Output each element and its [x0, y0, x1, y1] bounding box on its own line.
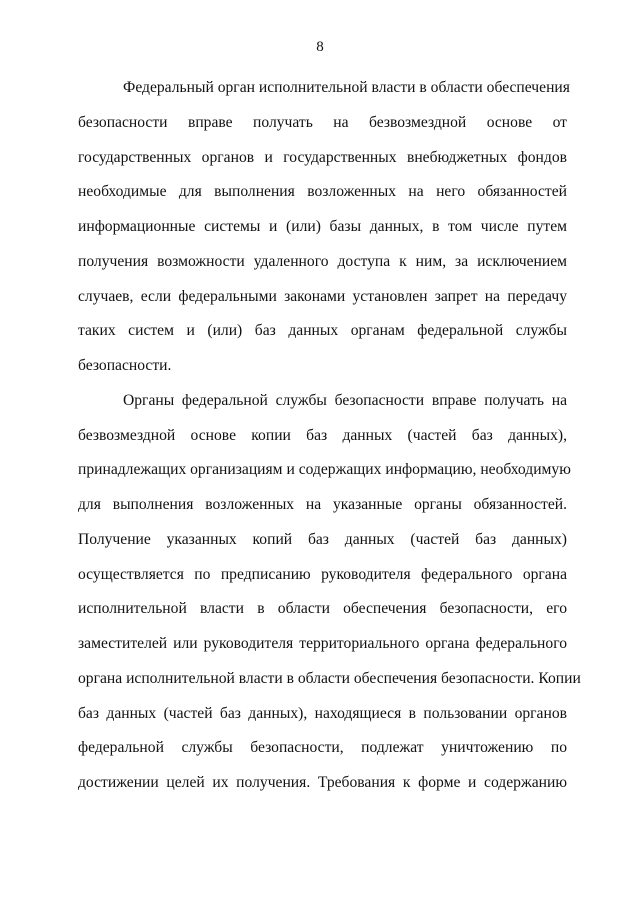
text-line: федеральной службы безопасности, подлежат уничтожению по — [78, 739, 567, 757]
text-line: безопасности. — [78, 357, 172, 374]
text-line: информационные системы и (или) базы данных, в том числе путем — [78, 218, 567, 235]
text-line: Федеральный орган исполнительной власти в области обеспечения — [123, 79, 570, 96]
page-number: 8 — [316, 39, 324, 55]
text-line: для выполнения возложенных на указанные органы обязанностей. — [78, 496, 567, 513]
text-line: получения возможности удаленного доступа к ним, за исключением — [78, 252, 567, 270]
text-line: таких систем и (или) баз данных органам федеральной службы — [78, 322, 567, 340]
text-line: Получение указанных копий баз данных (частей баз данных) — [78, 530, 567, 548]
text-line: принадлежащих организациям и содержащих информацию, необходимую — [78, 461, 571, 479]
text-line: Органы федеральной службы безопасности вправе получать на — [123, 391, 567, 409]
text-line: безвозмездной основе копии баз данных (частей баз данных), — [78, 426, 567, 444]
text-line: заместителей или руководителя территориального органа федерального — [78, 635, 567, 652]
paragraph-2 — [78, 390, 581, 807]
text-line: исполнительной власти в области обеспечения безопасности, его — [78, 600, 567, 618]
text-line: достижении целей их получения. Требования к форме и содержанию — [78, 774, 567, 791]
text-line: государственных органов и государственных внебюджетных фондов — [78, 148, 567, 166]
paragraph-1 — [78, 77, 570, 390]
text-line: баз данных (частей баз данных), находящиеся в пользовании органов — [78, 704, 567, 722]
text-line: осуществляется по предписанию руководителя федерального органа — [78, 565, 567, 583]
text-line: необходимые для выполнения возложенных на него обязанностей — [78, 183, 567, 201]
body-text — [78, 77, 581, 807]
text-line: случаев, если федеральными законами установлен запрет на передачу — [78, 287, 567, 305]
text-line: органа исполнительной власти в области обеспечения безопасности. Копии — [78, 669, 581, 687]
text-line: безопасности вправе получать на безвозмездной основе от — [78, 113, 567, 131]
